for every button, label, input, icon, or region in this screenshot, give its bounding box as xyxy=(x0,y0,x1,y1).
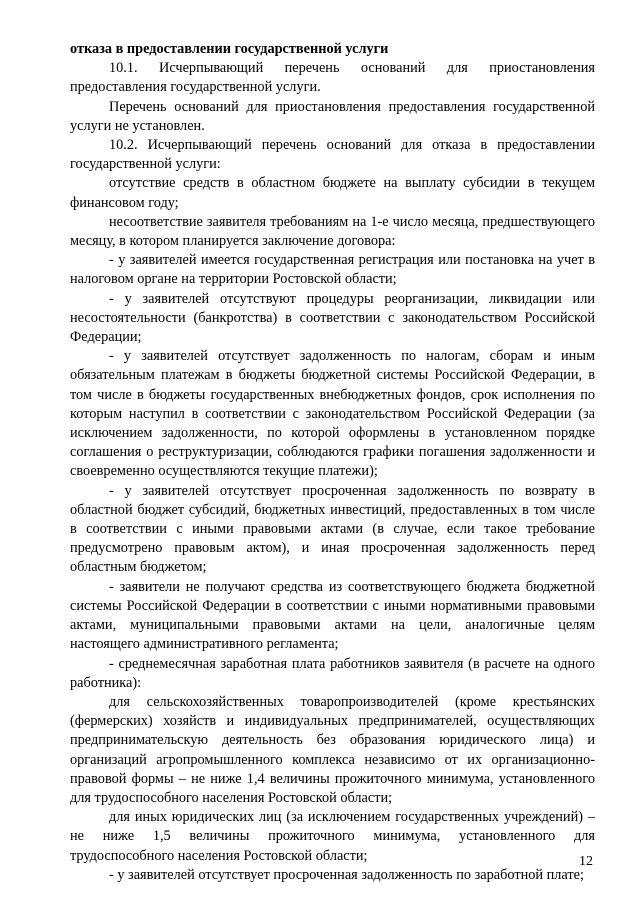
paragraph-non-compliance: несоответствие заявителя требованиям на 1-е число месяца, предшествующего месяцу, в котором планируется заключение договора: xyxy=(70,213,595,250)
paragraph-10-1: 10.1. Исчерпывающий перечень оснований для приостановления предоставления государственной услуги. xyxy=(70,60,595,96)
document-page xyxy=(70,40,595,885)
paragraph-tax-debt: - у заявителей отсутствует задолженность по налогам, сборам и иным обязательным платежам в бюджеты бюджетной системы Российской Федерации, в том числе в бюджеты государственных внебюджетных фондов, срок исполнения по которым наступил в соответствии с законодательством Российской Федерации (за исключением задолженности, по которой оформлены в установленном порядке соглашения о реструктуризации, соблюдаются графики погашения задолженности и своевременно осуществляются текущие платежи); xyxy=(70,348,595,480)
paragraph-agri-producers: для сельскохозяйственных товаропроизводителей (кроме крестьянских (фермерских) хозяйств и индивидуальных предпринимателей, осуществляющих предпринимательскую деятельность без образования юридического лица) и организаций агропромышленного комплекса независимо от их организационно-правовой формы – не ниже 1,4 величины прожиточного минимума, установленного для трудоспособного населения Ростовской области; xyxy=(70,693,595,806)
section-heading: отказа в предоставлении государственной услуги xyxy=(70,41,389,57)
paragraph-10-2: 10.2. Исчерпывающий перечень оснований для отказа в предоставлении государственной услуги: xyxy=(70,137,595,173)
paragraph-reorganization: - у заявителей отсутствуют процедуры реорганизации, ликвидации или несостоятельности (банкротства) в соответствии с законодательством Российской Федерации; xyxy=(70,290,595,346)
paragraph-no-budget-funds: отсутствие средств в областном бюджете на выплату субсидии в текущем финансовом году; xyxy=(70,175,595,211)
paragraph-other-legal-entities: для иных юридических лиц (за исключением государственных учреждений) – не ниже 1,5 величины прожиточного минимума, установленного для трудоспособного населения Ростовской области; xyxy=(70,809,595,864)
paragraph-other-budget-funds: - заявители не получают средства из соответствующего бюджета бюджетной системы Российской Федерации в соответствии с иными нормативными правовыми актами, муниципальными правовыми актами на цели, аналогичные целям настоящего административного регламента; xyxy=(70,578,595,653)
paragraph-no-suspension: Перечень оснований для приостановления предоставления государственной услуги не установлен. xyxy=(70,98,595,134)
paragraph-wage-arrears: - у заявителей отсутствует просроченная задолженность по заработной плате; xyxy=(109,866,584,883)
paragraph-average-salary: - среднемесячная заработная плата работников заявителя (в расчете на одного работника): xyxy=(70,655,595,691)
paragraph-overdue-subsidy-debt: - у заявителей отсутствует просроченная задолженность по возврату в областной бюджет субсидий, бюджетных инвестиций, предоставленных в том числе в соответствии с иными правовыми актами (в случае, если такое требование предусмотрено правовым актом), и иная просроченная задолженность перед областным бюджетом; xyxy=(70,482,595,576)
paragraph-registration: - у заявителей имеется государственная регистрация или постановка на учет в налоговом органе на территории Ростовской области; xyxy=(70,252,595,288)
page-number: 12 xyxy=(579,854,593,869)
